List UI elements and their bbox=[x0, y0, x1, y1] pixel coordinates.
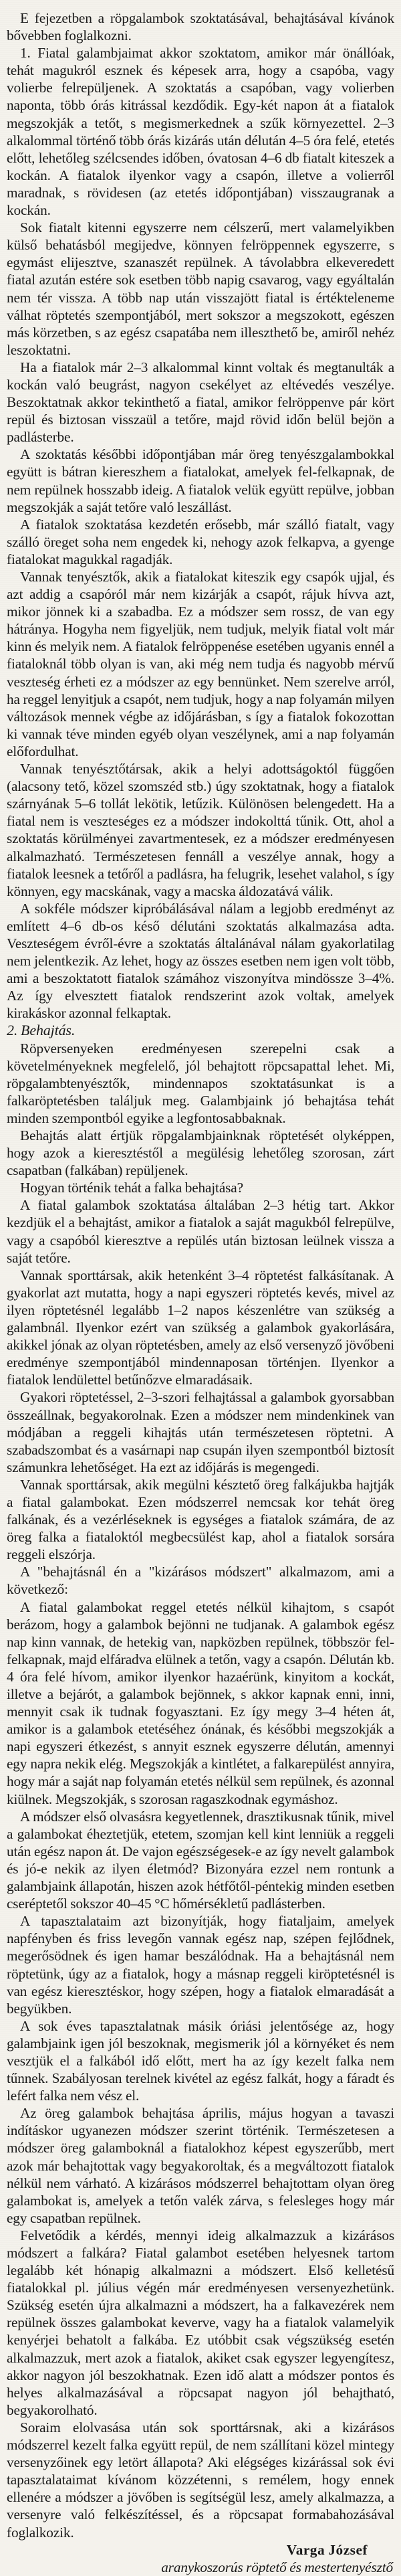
section-heading: 2. Behajtás. bbox=[7, 1022, 76, 1039]
paragraph: A tapasztalataim azt bizonyítják, hogy fiataljaim, amelyek napfényben és friss levegőn vannak egész nap, szépen fejlődnek, megerősödnek és igen hamar beszálódnak. Ha a behajtásnál nem röptetünk, úgy az a fiatalok, hogy a másnap reggeli kiröptetésnél is van egész kieresztéskor, hogy szépen, hogy a fiatalok elmaradását a begyükben. bbox=[7, 1913, 394, 2017]
paragraph: A "behajtásnál én a "kizárásos módszert" alkalmazom, ami a következő: bbox=[7, 1564, 394, 1598]
paragraph: Felvetődik a kérdés, mennyi ideig alkalmazzuk a kizárásos módszert a falkára? Fiatal galambot esetében helyesnek tartom legalább két hónapig alkalmazni a módszert. Első kelletésű fiatalokkal pl. július végén már eredményesen versenyezhetünk. Szükség esetén újra alkalmazni a módszert, ha a falkavezérek nem repülnek összes galambokat keverve, vagy ha a fiatalok valamelyik kenyérjei behatolt a falkába. Ez utóbbit csak végszükség esetén alkalmazzuk, mert azok a fiatalok, akiket csak egyszer legyengítesz, akkor nagyon jól beszokhatnak. Ezen idő alatt a módszer pontos és helyes alkalmazásával a röpcsapat nagyon jól behajtható, begyakorolható. bbox=[7, 2227, 394, 2418]
paragraph: Vannak tenyésztőtársak, akik a helyi adottságoktól függően (alacsony tető, közel szomszéd stb.) úgy szoktatnak, hogy a fiatalok szárnyának 5–6 tollát lekötik, letűzik. Különösen belengedett. Ha a fiatal nem is veszteséges ez a módszer indokolttá tűnik. Ott, ahol a szoktatás körülményei zavartmentesek, ez a módszer eredményesen alkalmazható. Természetesen fennáll a veszélye annak, hogy a fiatalok leesnek a tetőről a padlásra, ha felugrik, lesehet valahol, s így könnyen, egy macskának, vagy a macska áldozatává válik. bbox=[7, 761, 394, 899]
paragraph: A fiatal galambokat reggel etetés nélkül kihajtom, s csapót berázom, hogy a galambok bejönni ne tudjanak. A galambok egész nap kinn vannak, de hetekig van, napközben repülnek, többször fel-felkapnak, majd elfáradva elülnek a tetőn, vagy a csapón. Délután kb. 4 óra felé hívom, amikor ilyenkor hazaérünk, kinyitom a kockát, illetve a bejárót, a galambok bejönnek, s akkor kapnak enni, inni, mennyit csak ik tudnak fogyasztani. Ez így megy 3–4 héten át, amikor is a galambok etetéséhez ónának, és későbbi megszokják a napi egyszeri étkezést, s annyit esznek egyszerre délután, amennyi egy napra nekik elég. Megszokják a kintlétet, a falkarepülést annyira, hogy már a saját nap folyamán etetés nélkül sem repülnek, és azonnal kiülnek. Megszokják, s szorosan ragaszkodnak egymáshoz. bbox=[7, 1598, 394, 1807]
paragraph: A sokféle módszer kipróbálásával nálam a legjobb eredményt az említett 4–6 db-os késő délutáni szoktatás alkalmazása adta. Veszteségem évről-évre a szoktatás általánával nálam gyakorlatilag nem jelentkezik. Az lehet, hogy az összes esetben nem igen volt több, ami a beszoktatott fiatalok számához viszonyítva mindössze 3–4%. Az így elvesztett fiatalok rendszerint azok voltak, amelyek kirakáskor azonnal felkaptak. bbox=[7, 900, 394, 1022]
paragraph: Sok fiatalt kitenni egyszerre nem célszerű, mert valamelyikben külső behatásból megijedve, könnyen felröppennek egyszerre, s egymást elijesztve, szanaszét repülnek. A távolabbra elkeveredett fiatal azután estére sok esetben több napig csavarog, vagy egyáltalán nem tér vissza. A több nap után visszajött fiatal is értékteleneme válhat röptetés szempontjából, mert sokszor a megszokott, egészen más körzetben, s az egész csapatába nem illeszthető be, amiről nehéz leszoktatni. bbox=[7, 219, 394, 358]
paragraph: Soraim elolvasása után sok sporttársnak, aki a kizárásos módszerrel kezelt falka együtt repül, de nem szállítani közel mintegy versenyzőinek egy letört állapota? Aki elégséges kizárással sok évi tapasztalataimat kívánom közzétenni, s remélem, hogy ennek ellenére a módszer a jövőben is segítségül lesz, amely alkalmazza, a versenyre való felkészítéssel, és a röpcsapat formabahozásával foglalkozik. bbox=[7, 2419, 394, 2541]
paragraph: Röpversenyeken eredményesen szerepelni csak a követelményeknek megfelelő, jól behajtott röpcsapattal lehet. Mi, röpgalambtenyésztők, mindennapos szoktatásunkat is a falkaröptetésben találjuk meg. Galambjaink jó behajtása tehát minden szempontból egyike a legfontosabbaknak. bbox=[7, 1040, 394, 1126]
article-body bbox=[7, 9, 394, 2576]
intro-paragraph: E fejezetben a röpgalambok szoktatásával, behajtásával kívánok bővebben foglalkozni. bbox=[7, 10, 394, 44]
author-affiliation: aranykoszorús röptető és mestertenyésztő bbox=[161, 2559, 393, 2575]
paragraph: 1. Fiatal galambjaimat akkor szoktatom, amikor már önállóak, tehát magukról esznek és képesek arra, hogy a csapóba, vagy volierbe felrepüljenek. A szoktatás a csapóban, vagy volierben naponta, több órás kitrással kezdődik. Egy-két napon át a fiatalok megszokják a tetőt, s megismerkednek a szűk környezettel. 2–3 alkalommal történő több órás kizárás után délután 4–5 óra felé, etetés előtt, lehetőleg szélcsendes időben, óvatosan 4–6 db fiatalt kiteszek a kockán. A fiatalok ilyenkor vagy a csapón, illetve a volierről maradnak, s rövidesen (az etetés időpontjában) visszaugranak a kockán. bbox=[7, 45, 394, 219]
paragraph: Vannak sporttársak, akik megülni késztető öreg falkájukba hajtják a fiatal galambokat. Ezen módszerrel nemcsak kor tehát öreg falkának, és a vezérléseknek is egységes a fiatalok számára, de az öreg falka a fiataloktól megbecsülést kap, ahol a fiatalok sorsára reggeli elszórja. bbox=[7, 1476, 394, 1563]
author-signature: Varga József bbox=[286, 2541, 368, 2558]
paragraph: A sok éves tapasztalatnak másik óriási jelentősége az, hogy galambjaink igen jól beszoknak, megismerik jól a környéket és nem vesztjük el a falkából idő előtt, mert ha az így kezelt falka nem tűnnek. Szabályosan terelnek kivétel az egész falkát, hogy a fáradt és lefért falka nem vész el. bbox=[7, 2017, 394, 2104]
paragraph: Vannak sporttársak, akik hetenként 3–4 röptetést falkásítanak. A gyakorlat azt mutatta, hogy a napi egyszeri röptetés kevés, mivel az ilyen röptetésnél legalább 1–2 napos készenlétre van szükség a galambnál. Ilyenkor ezért van szükség a galambok gyakorlására, akikkel jónak az olyan röptetésben, amely az első versenyző jövőbeni eredménye szempontjából mindennaposan történjen. Ilyenkor a fiatalok lendülettel betűnőzve elmaradásaik. bbox=[7, 1267, 395, 1388]
paragraph: Ha a fiatalok már 2–3 alkalommal kinnt voltak és megtanulták a kockán való beugrást, nagyon csekélyet az eltévedés veszélye. Beszoktatnak akkor tekinthető a fiatal, amikor felröppenve pár kört repül és biztosan visszaül a tetőre, majd rövid időn belül bejön a padlásterbe. bbox=[7, 359, 394, 446]
paragraph: Behajtás alatt értjük röpgalambjainknak röptetését olyképpen, hogy azok a kieresztéstől a megülésig lehetőleg szorosan, zárt csapatban (falkában) repüljenek. bbox=[7, 1127, 394, 1179]
paragraph: Vannak tenyésztők, akik a fiatalokat kiteszik egy csapók ujjal, és azt addig a csapóról már nem kizárják a csapót, rájuk hívva azt, mikor jönnek ki a szabadba. Ez a módszer sem rossz, de van egy hátránya. Hogyha nem figyeljük, nem tudjuk, melyik fiatal volt már kinn és melyik nem. A fiatalok felröppenése esetében ugyanis ennél a fiataloknál több olyan is van, aki még nem tudja és nagyobb mérvű veszteség érheti ez a módszer az egy bennünket. Nem szerelve arról, ha reggel lenyitjuk a csapót, nem tudjuk, hogy a nap folyamán milyen változások mennek végbe az időjárásban, s így a fiatalok fokozottan ki vannak téve minden egyéb olyan veszélynek, ami a nap folyamán előfordulhat. bbox=[7, 569, 394, 759]
paragraph: A módszer első olvasásra kegyetlennek, drasztikusnak tűnik, mivel a galambokat éheztetjük, etetem, szomjan kell kint lenniük a reggeli után egész napon át. De vajon egészségesek-e az így nevelt galambok és jó-e nekik az ilyen életmód? Bizonyára ezzel nem rontunk a galambjaink állapotán, hiszen azok hétfőtől-péntekig minden esetben cseréptetől sokszor 40–45 °C hőmérsékletű padlásterben. bbox=[7, 1808, 394, 1912]
paragraph: A fiatal galambok szoktatása általában 2–3 hétig tart. Akkor kezdjük el a behajtást, amikor a fiatalok a saját magukból felrepülve, vagy a csapóból kieresztve a repülés után biztosan leülnek vissza a saját tetőre. bbox=[7, 1197, 394, 1266]
paragraph: A szoktatás későbbi időpontjában már öreg tenyészgalambokkal együtt is bátran kiereszhem a fiatalokat, amelyek fel-felkapnak, de nem repülnek hosszabb ideig. A fiatalok velük együtt repülve, jobban megszokják a saját tetőre való leszállást. bbox=[7, 446, 394, 515]
paragraph: Gyakori röptetéssel, 2–3-szori felhajtással a galambok gyorsabban összeállnak, begyakorolnak. Ezen a módszer nem mindenkinek van módjában a reggeli kihajtás után természetesen röptetni. A szabadszombat és a vasárnapi nap csupán ilyen szempontból biztosít számunkra lehetőséget. Ha ezt az időjárás is megengedi. bbox=[7, 1389, 394, 1475]
paragraph: A fiatalok szoktatása kezdetén erősebb, már szálló fiatalt, vagy szálló öreget soha nem engedek ki, nehogy azok felkapva, a gyenge fiatalokat magukkal ragadják. bbox=[7, 516, 394, 567]
paragraph: Az öreg galambok behajtása április, május hogyan a tavaszi indításkor ugyanezen módszer szerint történik. Természetesen a módszer öreg galamboknál a fiatalokhoz képest egyszerűbb, mert azok már behajtottak vagy begyakoroltak, és a megváltozott fiatalok nélkül nem várható. A kizárásos módszerrel behajtottam olyan öreg galambokat is, amelyek a tetőn valék zárva, s felesleges hogy már egy csapatban repülnek. bbox=[7, 2105, 394, 2226]
paragraph: Hogyan történik tehát a falka behajtása? bbox=[20, 1180, 243, 1196]
